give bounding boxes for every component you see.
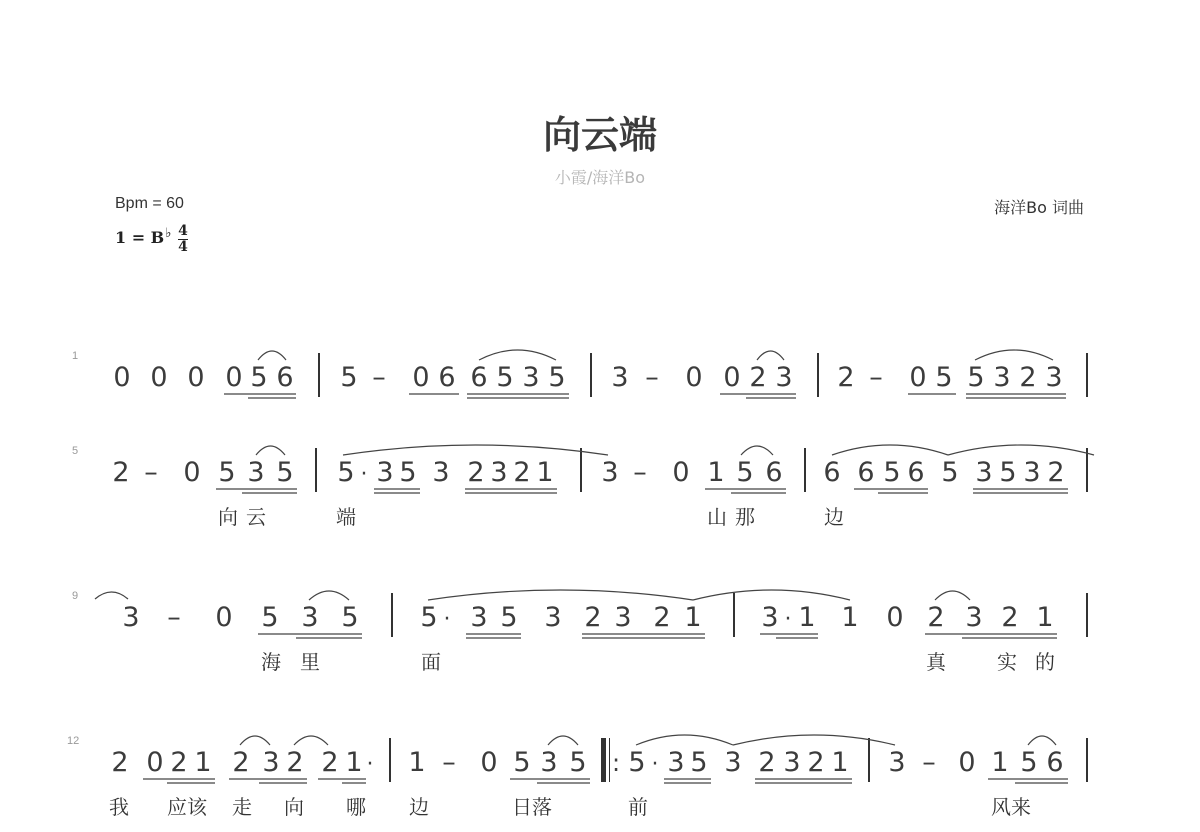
note: 5 — [736, 457, 754, 488]
note: 6 — [907, 457, 925, 488]
note: 3 — [522, 362, 540, 393]
note: 2 — [1019, 362, 1037, 393]
slur-arc — [948, 445, 1094, 455]
note: 0 — [183, 457, 201, 488]
note: 2 — [321, 747, 339, 778]
lyric-syllable: 风来 — [991, 795, 1031, 819]
slur-arc — [256, 446, 285, 455]
note: 6 — [823, 457, 841, 488]
augmentation-dot: · — [366, 752, 374, 777]
note: 0 — [672, 457, 690, 488]
lyric-syllable: 真 — [926, 650, 946, 674]
note: 2 — [111, 747, 129, 778]
lyric-syllable: 向 — [218, 505, 238, 529]
song-title: 向云端 — [542, 113, 657, 157]
note: 3 — [724, 747, 742, 778]
note: 5 — [500, 602, 518, 633]
note: 5 — [690, 747, 708, 778]
note: 0 — [187, 362, 205, 393]
note: 6 — [470, 362, 488, 393]
note: 5 — [276, 457, 294, 488]
lyric-syllable: 海 — [261, 650, 281, 674]
lyric-syllable: 面 — [421, 650, 441, 674]
note: 2 — [170, 747, 188, 778]
lyric-syllable: 日落 — [512, 795, 552, 819]
dash-extension: – — [645, 362, 659, 393]
note: 2 — [837, 362, 855, 393]
lyric-syllable: 应该 — [167, 795, 207, 819]
lyric-syllable: 边 — [824, 505, 844, 529]
note: 2 — [807, 747, 825, 778]
note: 0 — [723, 362, 741, 393]
note: 2 — [286, 747, 304, 778]
dash-extension: – — [633, 457, 647, 488]
lyric-syllable: 向 — [284, 795, 304, 819]
note: 5 — [967, 362, 985, 393]
note: 1 — [194, 747, 212, 778]
slur-arc — [832, 445, 948, 455]
measure-number: 5 — [72, 445, 79, 457]
lyric-syllable: 山 — [707, 505, 727, 529]
note: 0 — [412, 362, 430, 393]
slur-arc — [741, 446, 773, 455]
note: 0 — [886, 602, 904, 633]
note: 5 — [548, 362, 566, 393]
note: 0 — [909, 362, 927, 393]
lyric-syllable: 实 — [997, 650, 1017, 674]
note: 0 — [958, 747, 976, 778]
slur-arc — [309, 591, 349, 600]
measure-number: 9 — [72, 590, 79, 602]
time-signature-denominator: 4 — [178, 239, 188, 255]
note: 5 — [569, 747, 587, 778]
lyric-syllable: 云 — [246, 505, 266, 529]
note: 2 — [758, 747, 776, 778]
lyric-syllable: 哪 — [346, 795, 366, 819]
note: 2 — [927, 602, 945, 633]
note: 3 — [965, 602, 983, 633]
note: 3 — [667, 747, 685, 778]
note: 5 — [250, 362, 268, 393]
note: 3 — [540, 747, 558, 778]
note: 1 — [345, 747, 363, 778]
note: 1 — [841, 602, 859, 633]
lyric-syllable: 那 — [735, 505, 755, 529]
dash-extension: – — [442, 747, 456, 778]
dash-extension: – — [144, 457, 158, 488]
note: 3 — [470, 602, 488, 633]
note: 1 — [707, 457, 725, 488]
slur-arc — [294, 736, 328, 745]
note: 3 — [993, 362, 1011, 393]
slur-arc — [733, 735, 895, 745]
note: 3 — [122, 602, 140, 633]
tempo-marking: Bpm = 60 — [115, 195, 184, 212]
note: 3 — [783, 747, 801, 778]
note: 5 — [628, 747, 646, 778]
note: 5 — [399, 457, 417, 488]
slur-arc — [95, 592, 128, 599]
slur-arc — [636, 735, 733, 745]
song-artists: 小霞/海洋Bo — [554, 168, 646, 187]
slur-arc — [935, 591, 970, 600]
note: 5 — [1020, 747, 1038, 778]
note: 2 — [749, 362, 767, 393]
dash-extension: – — [167, 602, 181, 633]
note: 0 — [225, 362, 243, 393]
note: 3 — [614, 602, 632, 633]
note: 1 — [798, 602, 816, 633]
slur-arc — [343, 445, 608, 455]
note: 0 — [113, 362, 131, 393]
repeat-dots: : — [611, 749, 621, 777]
key-prefix: 1 = B — [115, 228, 165, 247]
slur-arc — [693, 590, 850, 600]
note: 2 — [467, 457, 485, 488]
slur-arc — [258, 351, 286, 360]
note: 3 — [611, 362, 629, 393]
lyric-syllable: 前 — [628, 795, 648, 819]
note: 3 — [376, 457, 394, 488]
slur-arc — [975, 350, 1053, 360]
note: 5 — [883, 457, 901, 488]
note: 6 — [1046, 747, 1064, 778]
note: 1 — [408, 747, 426, 778]
note: 2 — [584, 602, 602, 633]
note: 5 — [337, 457, 355, 488]
note: 5 — [340, 362, 358, 393]
note: 6 — [438, 362, 456, 393]
measure-number: 12 — [67, 735, 80, 747]
note: 3 — [262, 747, 280, 778]
slur-arc — [428, 590, 693, 600]
lyric-syllable: 的 — [1035, 650, 1055, 674]
note: 3 — [432, 457, 450, 488]
time-signature-numerator: 4 — [178, 223, 188, 239]
note: 5 — [999, 457, 1017, 488]
note: 3 — [490, 457, 508, 488]
note: 5 — [261, 602, 279, 633]
lyric-syllable: 端 — [336, 505, 356, 529]
lyric-syllable: 我 — [109, 795, 129, 819]
augmentation-dot: · — [784, 607, 792, 632]
note: 0 — [685, 362, 703, 393]
augmentation-dot: · — [443, 607, 451, 632]
slur-arc — [757, 351, 784, 360]
note: 5 — [420, 602, 438, 633]
lyricist-composer-credit: 海洋Bo 词曲 — [994, 198, 1084, 217]
lyric-syllable: 走 — [232, 795, 252, 819]
note: 3 — [775, 362, 793, 393]
dash-extension: – — [372, 362, 386, 393]
note: 5 — [341, 602, 359, 633]
note: 3 — [1023, 457, 1041, 488]
note: 2 — [653, 602, 671, 633]
note: 2 — [232, 747, 250, 778]
note: 1 — [831, 747, 849, 778]
note: 5 — [941, 457, 959, 488]
note: 3 — [247, 457, 265, 488]
note: 5 — [513, 747, 531, 778]
augmentation-dot: · — [360, 462, 368, 487]
flat-accidental: ♭ — [165, 226, 172, 241]
augmentation-dot: · — [651, 752, 659, 777]
note: 0 — [480, 747, 498, 778]
note: 2 — [513, 457, 531, 488]
slur-arc — [479, 350, 556, 360]
slur-arc — [240, 736, 270, 745]
note: 6 — [765, 457, 783, 488]
measure-number: 1 — [72, 350, 79, 362]
note: 2 — [1047, 457, 1065, 488]
note: 1 — [1036, 602, 1054, 633]
note: 6 — [276, 362, 294, 393]
note: 1 — [991, 747, 1009, 778]
note: 2 — [112, 457, 130, 488]
note: 2 — [1001, 602, 1019, 633]
note: 3 — [975, 457, 993, 488]
note: 0 — [215, 602, 233, 633]
dash-extension: – — [922, 747, 936, 778]
note: 5 — [496, 362, 514, 393]
note: 6 — [857, 457, 875, 488]
note: 1 — [684, 602, 702, 633]
note: 3 — [888, 747, 906, 778]
note: 3 — [601, 457, 619, 488]
lyric-syllable: 里 — [300, 650, 320, 674]
note: 5 — [218, 457, 236, 488]
note: 0 — [146, 747, 164, 778]
slur-arc — [548, 736, 578, 745]
dash-extension: – — [869, 362, 883, 393]
note: 3 — [761, 602, 779, 633]
note: 3 — [301, 602, 319, 633]
note: 3 — [1045, 362, 1063, 393]
note: 3 — [544, 602, 562, 633]
note: 0 — [150, 362, 168, 393]
note: 1 — [536, 457, 554, 488]
lyric-syllable: 边 — [409, 795, 429, 819]
note: 5 — [935, 362, 953, 393]
slur-arc — [1028, 736, 1056, 745]
